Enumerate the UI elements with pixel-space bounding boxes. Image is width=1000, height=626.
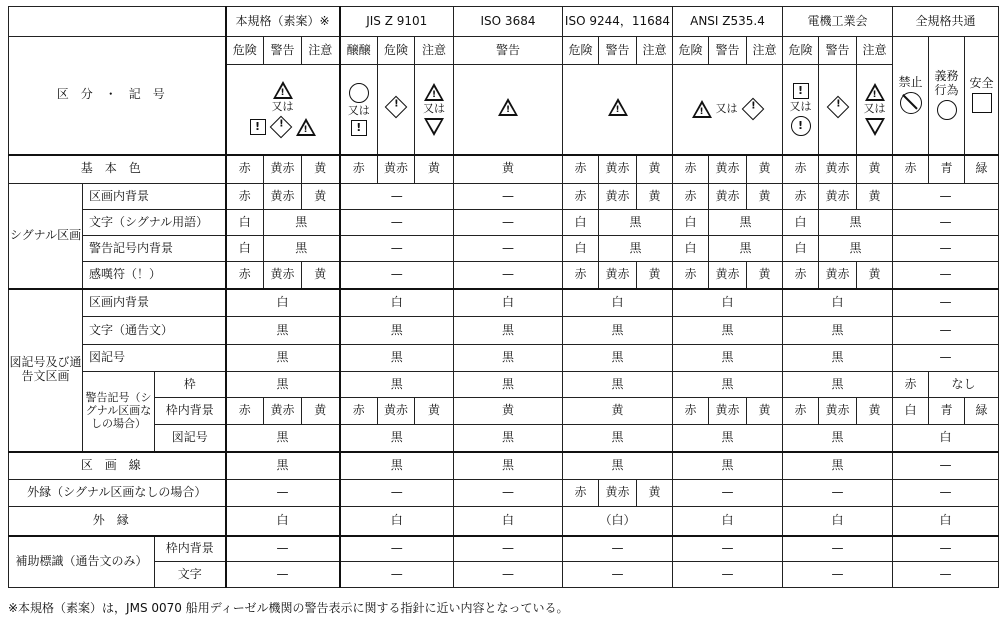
- cell: 黒: [454, 425, 563, 452]
- sub-warning-jema: 警告: [819, 37, 857, 65]
- cell: 黒: [819, 210, 893, 236]
- safe-label: 安全: [969, 76, 994, 91]
- sub-caution-ansi: 注意: [747, 37, 783, 65]
- cell: 黒: [783, 345, 893, 372]
- cell: 黄: [563, 398, 673, 425]
- cell: 白: [340, 289, 454, 317]
- symbol-jema-warning: [819, 65, 857, 155]
- header-ansi: ANSI Z535.4: [673, 7, 783, 37]
- cell: 黄赤: [709, 262, 747, 289]
- cell: —: [563, 562, 673, 588]
- row-fig-text: 文字（通告文）: [83, 317, 226, 345]
- mandatory-label: 義務行為: [934, 69, 959, 98]
- group-aux: 補助標識（通告文のみ）: [9, 536, 155, 588]
- warning-triangle-icon: !: [296, 118, 316, 136]
- cell: 白: [454, 289, 563, 317]
- sub-caution: 注意: [302, 37, 340, 65]
- classification-symbol-label: [9, 37, 226, 155]
- cell: 白: [893, 425, 999, 452]
- cell: —: [893, 317, 999, 345]
- or-label: 又は: [347, 103, 370, 117]
- cell: 黄: [302, 398, 340, 425]
- or-label: 又は: [789, 99, 812, 113]
- cell: 黄赤: [378, 155, 415, 184]
- cell: —: [783, 480, 893, 507]
- cell: 白: [340, 507, 454, 536]
- row-outer-nosig: 外縁（シグナル区画なしの場合）: [9, 480, 226, 507]
- cell: 黒: [454, 345, 563, 372]
- cell: 黄赤: [264, 398, 302, 425]
- symbol-jema-caution: [857, 65, 893, 155]
- cell: 黒: [264, 210, 340, 236]
- sub-caution-jis: 注意: [415, 37, 454, 65]
- cell: 白: [563, 210, 599, 236]
- cell: —: [454, 210, 563, 236]
- or-label: 又は: [423, 101, 445, 115]
- cell: 白: [783, 289, 893, 317]
- sub-mandatory: [929, 37, 965, 155]
- cell: —: [340, 210, 454, 236]
- cell: 黒: [226, 372, 340, 398]
- row-basic-color: [9, 155, 226, 184]
- sub-danger-iso9244: 危険: [563, 37, 599, 65]
- sub-warning: 警告: [264, 37, 302, 65]
- symbol-jis-caution: [415, 65, 454, 155]
- cell: 赤: [673, 184, 709, 210]
- cell: 黒: [673, 452, 783, 480]
- cell: —: [673, 536, 783, 562]
- cell: 白: [563, 289, 673, 317]
- cell: 黒: [340, 345, 454, 372]
- exclamation-box-icon: !: [250, 119, 266, 135]
- cell: —: [226, 562, 340, 588]
- cell: 赤: [673, 262, 709, 289]
- cell: 黒: [454, 452, 563, 480]
- sub-warning-iso9244: 警告: [599, 37, 637, 65]
- cell: 黄赤: [709, 155, 747, 184]
- footnote: ※本規格（素案）は，JMS 0070 船用ディーゼル機関の警告表示に関する指針に近い内容となっている。: [8, 601, 569, 615]
- cell: 黄赤: [709, 398, 747, 425]
- cell: 赤: [340, 155, 378, 184]
- cell: 黒: [563, 452, 673, 480]
- row-aux-text: 文字: [155, 562, 226, 588]
- cell: 白: [783, 210, 819, 236]
- cell: 白: [226, 236, 264, 262]
- circle-icon: [349, 83, 369, 103]
- cell: —: [226, 536, 340, 562]
- cell: 黒: [226, 425, 340, 452]
- row-outer: [9, 507, 226, 536]
- cell: —: [226, 480, 340, 507]
- cell: —: [893, 452, 999, 480]
- sub-forbidden: [893, 37, 929, 155]
- warning-triangle-icon: !: [865, 83, 885, 101]
- warning-triangle-icon: !: [498, 98, 518, 116]
- cell: 黒: [783, 372, 893, 398]
- corner-cell: [9, 7, 226, 37]
- safety-square-icon: [972, 93, 992, 113]
- symbol-jis-diamond: [378, 65, 415, 155]
- sub-danger-jis2: 危険: [378, 37, 415, 65]
- cell: 黄: [747, 155, 783, 184]
- row-frame-bg: 枠内背景: [155, 398, 226, 425]
- cell: 黒: [226, 452, 340, 480]
- cell: 赤: [783, 155, 819, 184]
- cell: 黒: [599, 210, 673, 236]
- cell: —: [340, 236, 454, 262]
- header-iso3684: ISO 3684: [454, 7, 563, 37]
- cell: —: [454, 480, 563, 507]
- cell: 白: [673, 289, 783, 317]
- cell: 白: [673, 236, 709, 262]
- warning-triangle-icon: !: [692, 100, 712, 118]
- comparison-table-wrapper: [8, 6, 999, 588]
- group-signal: シグナル区画: [9, 184, 83, 289]
- cell: 黒: [709, 210, 783, 236]
- group-warn-sym: 警告記号（シグナル区画なしの場合）: [83, 372, 155, 452]
- cell: 赤: [226, 262, 264, 289]
- cell: 黒: [563, 345, 673, 372]
- border-line-label: 区画線: [80, 457, 153, 472]
- cell: 白: [783, 507, 893, 536]
- cell: 黒: [673, 345, 783, 372]
- cell: —: [563, 536, 673, 562]
- basic-color-label: 基本色: [80, 161, 153, 176]
- cell: 赤: [893, 372, 929, 398]
- cell: —: [893, 236, 999, 262]
- cell: —: [783, 562, 893, 588]
- or-label: 又は: [271, 99, 294, 113]
- mandatory-circle-icon: [937, 100, 957, 120]
- inverted-triangle-icon: [424, 118, 444, 136]
- cell: —: [454, 536, 563, 562]
- warning-triangle-icon: !: [424, 83, 444, 101]
- row-aux-bg: 枠内背景: [155, 536, 226, 562]
- cell: 黄赤: [819, 262, 857, 289]
- cell: —: [893, 480, 999, 507]
- cell: 黄赤: [599, 184, 637, 210]
- group-figure: 図記号及び通告文区画: [9, 289, 83, 452]
- cell: 黄: [747, 398, 783, 425]
- cell: 黄赤: [599, 480, 637, 507]
- symbol-iso9244: [563, 65, 673, 155]
- cell: 黄: [302, 155, 340, 184]
- cell: —: [340, 184, 454, 210]
- row-sig-text: 文字（シグナル用語）: [83, 210, 226, 236]
- header-jema: 電機工業会: [783, 7, 893, 37]
- cell: 黒: [454, 317, 563, 345]
- cell: —: [454, 236, 563, 262]
- cell: 黄赤: [599, 155, 637, 184]
- cell: 黄赤: [819, 155, 857, 184]
- symbol-jis-circle: [340, 65, 378, 155]
- row-sig-bg: 区画内背景: [83, 184, 226, 210]
- cell: なし: [929, 372, 999, 398]
- cell: 黒: [563, 425, 673, 452]
- cell: 黒: [563, 372, 673, 398]
- cell: 緑: [965, 155, 999, 184]
- cell: 黄: [302, 262, 340, 289]
- cell: （白）: [563, 507, 673, 536]
- symbols-this-standard: [226, 65, 340, 155]
- cell: —: [340, 262, 454, 289]
- cell: 白: [563, 236, 599, 262]
- cell: 黒: [264, 236, 340, 262]
- header-common: 全規格共通: [893, 7, 999, 37]
- cell: 赤: [563, 262, 599, 289]
- row-fig-bg: 区画内背景: [83, 289, 226, 317]
- cell: 黒: [709, 236, 783, 262]
- sub-caution-jema: 注意: [857, 37, 893, 65]
- cell: 白: [226, 210, 264, 236]
- cell: 赤: [783, 184, 819, 210]
- row-border-line: [9, 452, 226, 480]
- cell: —: [893, 562, 999, 588]
- outer-label: 外縁: [92, 512, 141, 527]
- warning-diamond-icon: !: [269, 115, 292, 138]
- cell: 白: [226, 507, 340, 536]
- cell: —: [454, 262, 563, 289]
- cell: 黄赤: [264, 155, 302, 184]
- cell: 黄赤: [264, 262, 302, 289]
- sub-danger: 危険: [226, 37, 264, 65]
- cell: 黄: [637, 262, 673, 289]
- cell: 黒: [340, 452, 454, 480]
- cell: 黒: [783, 317, 893, 345]
- cell: —: [673, 562, 783, 588]
- cell: —: [893, 289, 999, 317]
- cell: 黒: [673, 372, 783, 398]
- exclamation-box-icon: !: [351, 120, 367, 136]
- row-sig-excl: 感嘆符（！）: [83, 262, 226, 289]
- header-iso9244: ISO 9244，11684: [563, 7, 673, 37]
- sub-danger-ansi: 危険: [673, 37, 709, 65]
- cell: 黄: [637, 480, 673, 507]
- cell: —: [340, 536, 454, 562]
- cell: 赤: [673, 155, 709, 184]
- cell: 白: [893, 398, 929, 425]
- cell: 白: [673, 210, 709, 236]
- sub-warning-iso3684: 警告: [454, 37, 563, 65]
- cell: 青: [929, 155, 965, 184]
- cell: 黒: [783, 425, 893, 452]
- warning-diamond-icon: !: [826, 96, 849, 119]
- symbol-ansi: [673, 65, 783, 155]
- symbol-jema-danger: [783, 65, 819, 155]
- cell: —: [893, 536, 999, 562]
- cell: 黒: [454, 372, 563, 398]
- cell: 黄: [637, 155, 673, 184]
- cell: 黄赤: [709, 184, 747, 210]
- cell: 白: [226, 289, 340, 317]
- warning-diamond-icon: !: [741, 98, 764, 121]
- cell: 青: [929, 398, 965, 425]
- cell: 黄: [302, 184, 340, 210]
- warning-diamond-icon: !: [385, 96, 408, 119]
- cell: —: [454, 562, 563, 588]
- cell: 白: [893, 507, 999, 536]
- cell: —: [893, 262, 999, 289]
- cell: 黒: [340, 372, 454, 398]
- cell: 黒: [673, 317, 783, 345]
- cell: 黄赤: [819, 398, 857, 425]
- cell: 白: [673, 507, 783, 536]
- sub-warning-ansi: 警告: [709, 37, 747, 65]
- sub-safe: [965, 37, 999, 155]
- row-fig-sym2: 図記号: [155, 425, 226, 452]
- cell: 赤: [226, 398, 264, 425]
- cell: 赤: [563, 480, 599, 507]
- cell: 黄: [857, 155, 893, 184]
- cell: 赤: [783, 262, 819, 289]
- warning-label-comparison-table: [8, 6, 999, 588]
- cell: 黒: [783, 452, 893, 480]
- cell: 黄赤: [264, 184, 302, 210]
- cell: 黒: [673, 425, 783, 452]
- row-frame: 枠: [155, 372, 226, 398]
- header-jis: JIS Z 9101: [340, 7, 454, 37]
- cell: 黄: [857, 262, 893, 289]
- prohibition-icon: [900, 92, 922, 114]
- or-label: 又は: [863, 101, 886, 115]
- inverted-triangle-icon: [865, 118, 885, 136]
- cell: 黄: [454, 155, 563, 184]
- cell: 黒: [819, 236, 893, 262]
- cell: —: [893, 345, 999, 372]
- cell: 黄赤: [599, 262, 637, 289]
- cell: 黄: [637, 184, 673, 210]
- cell: 黄: [857, 184, 893, 210]
- cell: 黒: [599, 236, 673, 262]
- warning-triangle-icon: !: [273, 81, 293, 99]
- cell: 白: [783, 236, 819, 262]
- cell: 黒: [226, 317, 340, 345]
- header-this-standard: 本規格（素案）※: [226, 7, 340, 37]
- cell: 黒: [226, 345, 340, 372]
- cell: —: [783, 536, 893, 562]
- cell: 黒: [340, 317, 454, 345]
- cell: 黄: [747, 184, 783, 210]
- cell: 黄赤: [378, 398, 415, 425]
- cell: 赤: [563, 155, 599, 184]
- cell: 黄: [454, 398, 563, 425]
- cell: —: [340, 480, 454, 507]
- cell: 赤: [563, 184, 599, 210]
- cell: 赤: [226, 184, 264, 210]
- cell: —: [893, 210, 999, 236]
- sub-danger-jis: 醸醸: [340, 37, 378, 65]
- cell: 黄: [857, 398, 893, 425]
- exclamation-circle-icon: !: [791, 116, 811, 136]
- cell: —: [893, 184, 999, 210]
- cell: 黄: [747, 262, 783, 289]
- row-fig-sym: 図記号: [83, 345, 226, 372]
- cell: —: [673, 480, 783, 507]
- cell: 黄: [415, 398, 454, 425]
- cell: 黄赤: [819, 184, 857, 210]
- cell: —: [454, 184, 563, 210]
- cell: 赤: [783, 398, 819, 425]
- forbidden-label: 禁止: [898, 75, 923, 90]
- cell: 赤: [340, 398, 378, 425]
- cell: —: [340, 562, 454, 588]
- sub-danger-jema: 危険: [783, 37, 819, 65]
- cell: 黄: [415, 155, 454, 184]
- cell: 赤: [893, 155, 929, 184]
- cell: 黒: [563, 317, 673, 345]
- cell: 黒: [340, 425, 454, 452]
- cell: 緑: [965, 398, 999, 425]
- cell: 白: [454, 507, 563, 536]
- warning-triangle-icon: !: [608, 98, 628, 116]
- sub-caution-iso9244: 注意: [637, 37, 673, 65]
- cell: 赤: [226, 155, 264, 184]
- symbol-iso3684: [454, 65, 563, 155]
- or-label: 又は: [715, 101, 738, 115]
- row-sig-sym-bg: 警告記号内背景: [83, 236, 226, 262]
- cell: 赤: [673, 398, 709, 425]
- exclamation-box-icon: !: [793, 83, 809, 99]
- classification-label-text: 区分・記号: [56, 87, 177, 102]
